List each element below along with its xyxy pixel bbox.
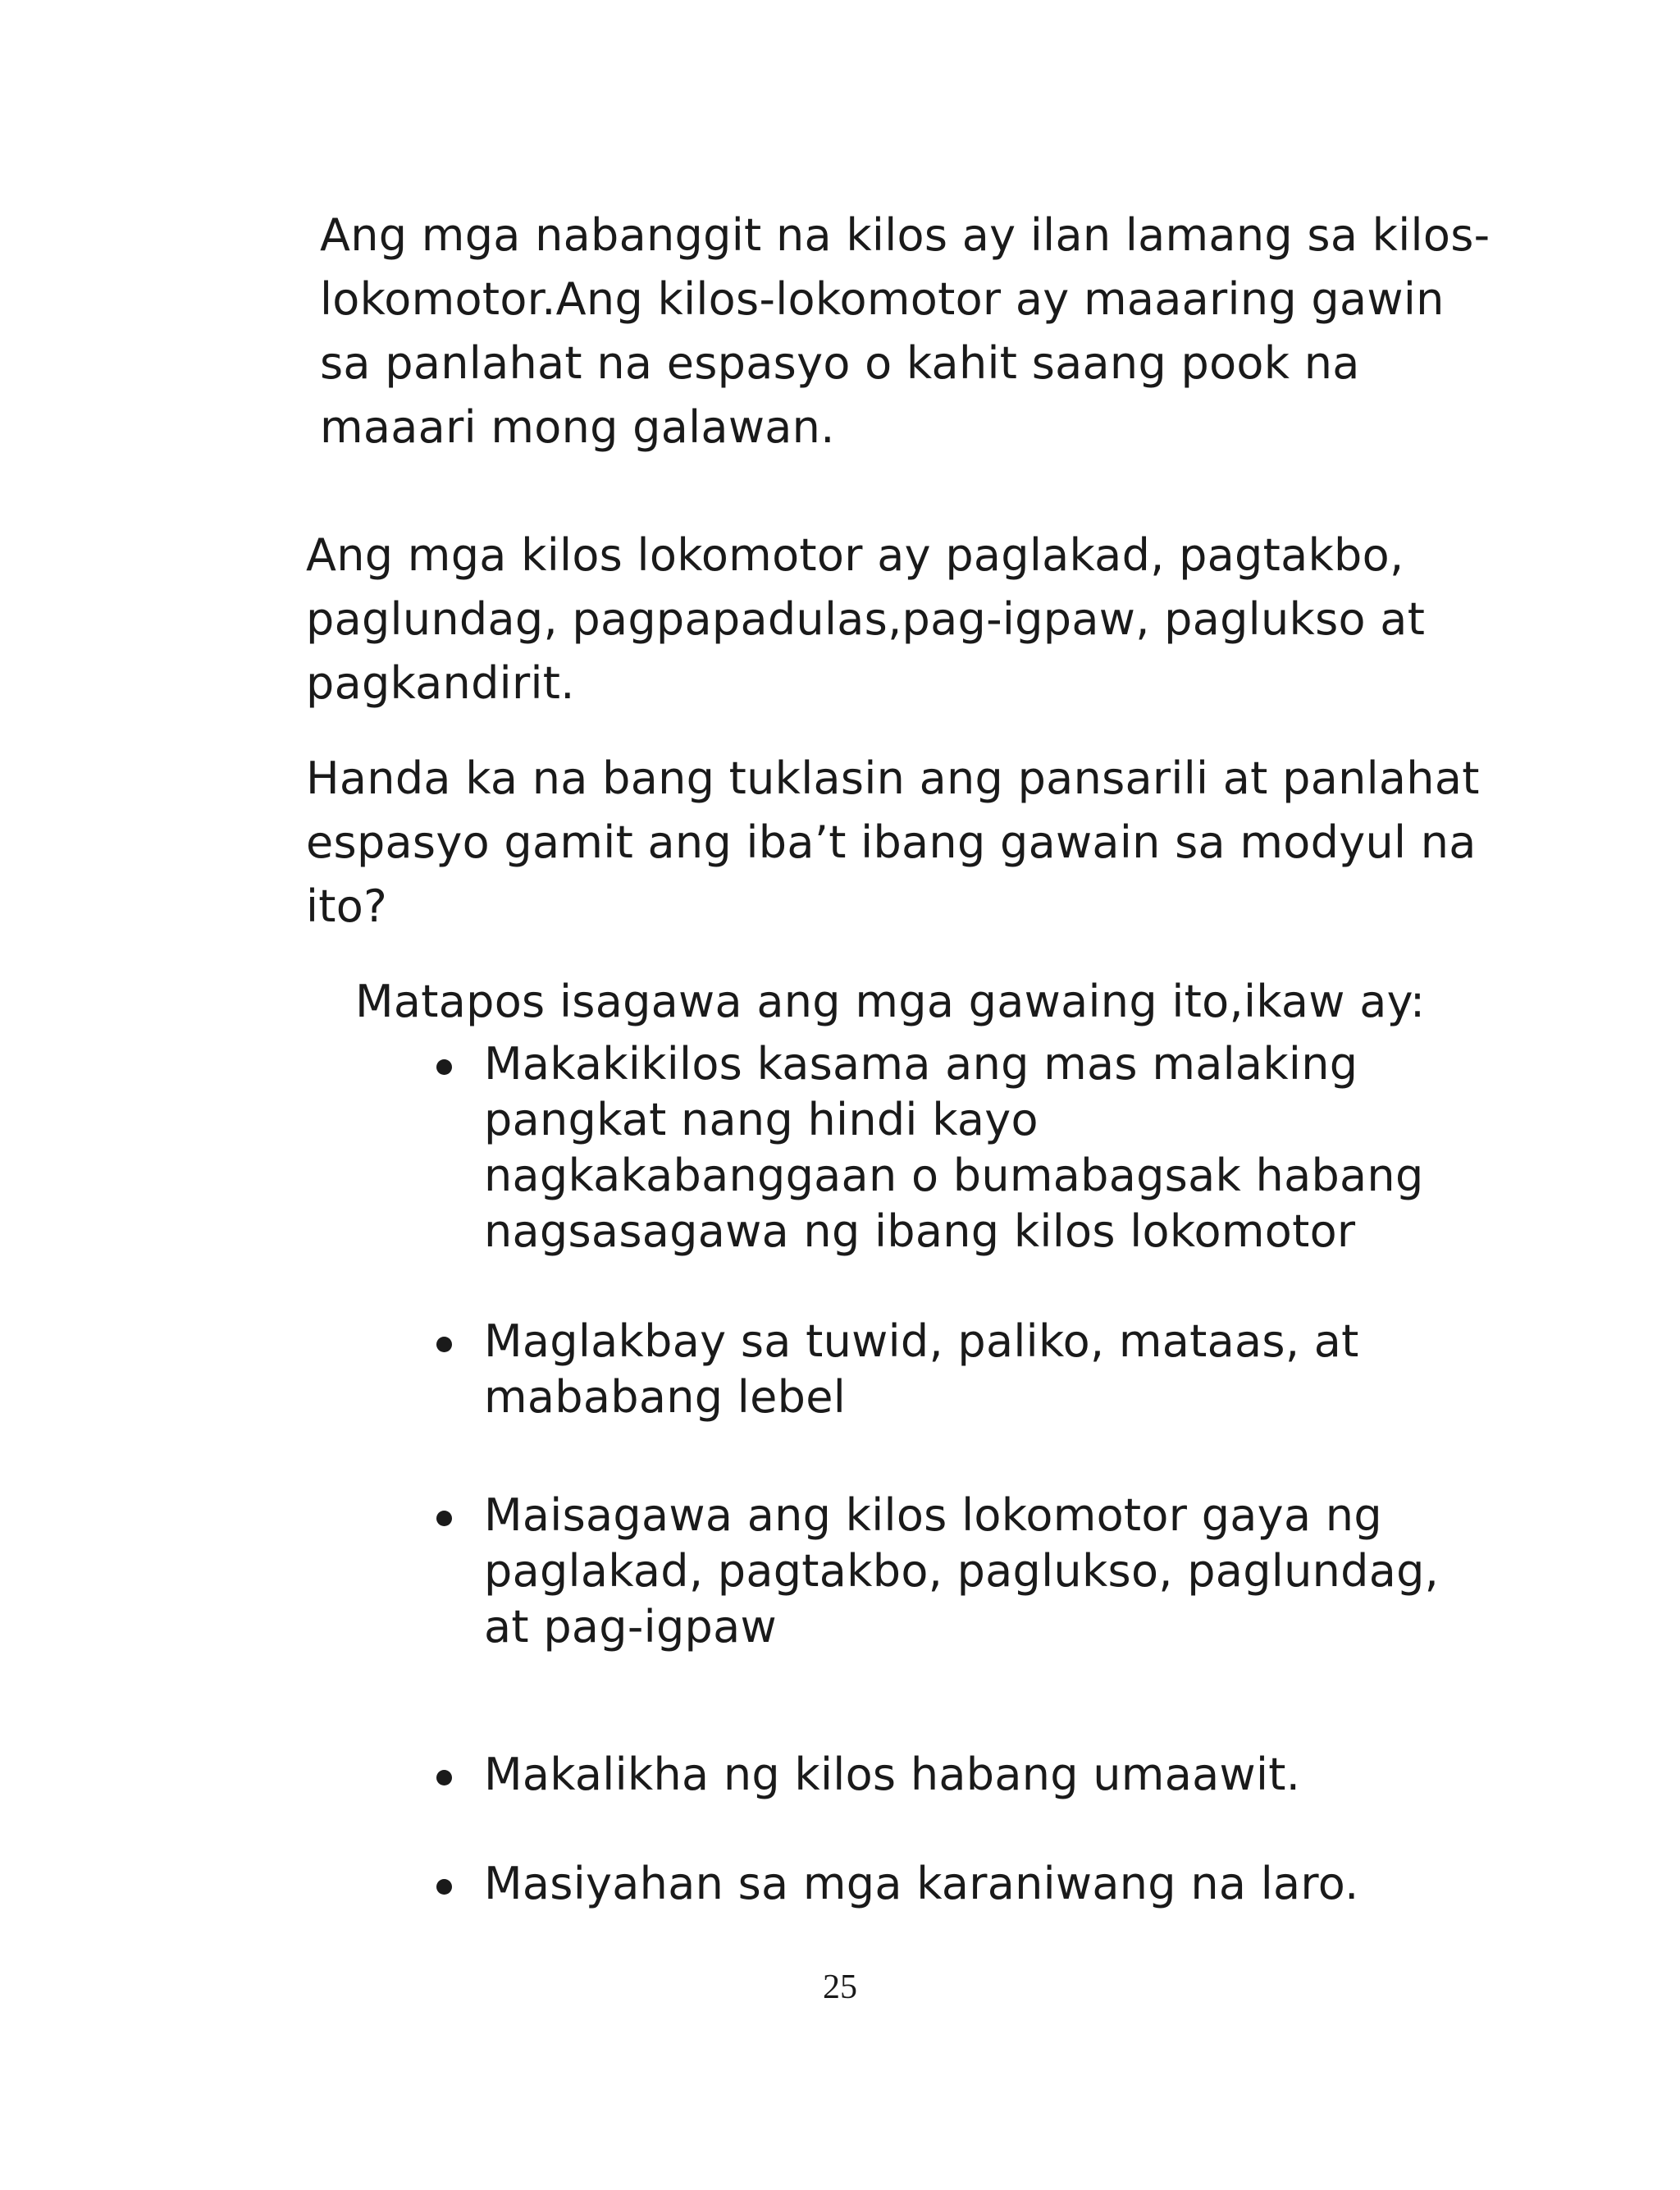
list-item-line: paglakad, pagtakbo, paglukso, paglundag, bbox=[484, 1545, 1440, 1597]
paragraph-line: sa panlahat na espasyo o kahit saang pook na bbox=[320, 337, 1360, 389]
list-item-line: Maglakbay sa tuwid, paliko, mataas, at bbox=[484, 1315, 1359, 1367]
list-item-line: nagkakabanggaan o bumabagsak habang bbox=[484, 1150, 1424, 1201]
list-item-line: pangkat nang hindi kayo bbox=[484, 1094, 1039, 1145]
paragraph-line: maaari mong galawan. bbox=[320, 401, 835, 453]
paragraph-line: paglundag, pagpapadulas,pag-igpaw, paglukso at bbox=[306, 593, 1426, 645]
bullet-icon bbox=[436, 1770, 452, 1785]
paragraph-line: espasyo gamit ang iba’t ibang gawain sa modyul na bbox=[306, 816, 1477, 868]
paragraph-line: Handa ka na bang tuklasin ang pansarili at panlahat bbox=[306, 752, 1480, 804]
paragraph-line: Ang mga nabanggit na kilos ay ilan lamang sa kilos- bbox=[320, 209, 1491, 261]
list-item-line: at pag-igpaw bbox=[484, 1601, 777, 1653]
bullet-icon bbox=[436, 1511, 452, 1526]
paragraph-line: lokomotor.Ang kilos-lokomotor ay maaaring gawin bbox=[320, 273, 1445, 325]
page-number: 25 bbox=[823, 1968, 857, 2006]
list-item-line: mababang lebel bbox=[484, 1371, 847, 1423]
bullet-icon bbox=[436, 1059, 452, 1075]
list-item-line: Masiyahan sa mga karaniwang na laro. bbox=[484, 1858, 1359, 1909]
bullet-icon bbox=[436, 1879, 452, 1895]
list-item-line: nagsasagawa ng ibang kilos lokomotor bbox=[484, 1205, 1356, 1257]
bullet-icon bbox=[436, 1337, 452, 1352]
list-item-line: Maisagawa ang kilos lokomotor gaya ng bbox=[484, 1489, 1382, 1541]
list-item-line: Makakikilos kasama ang mas malaking bbox=[484, 1038, 1358, 1090]
objectives-intro: Matapos isagawa ang mga gawaing ito,ikaw ay: bbox=[355, 976, 1426, 1027]
list-item-line: Makalikha ng kilos habang umaawit. bbox=[484, 1749, 1301, 1800]
paragraph-line: ito? bbox=[306, 880, 388, 932]
paragraph-line: Ang mga kilos lokomotor ay paglakad, pagtakbo, bbox=[306, 529, 1404, 581]
paragraph-line: pagkandirit. bbox=[306, 657, 575, 709]
